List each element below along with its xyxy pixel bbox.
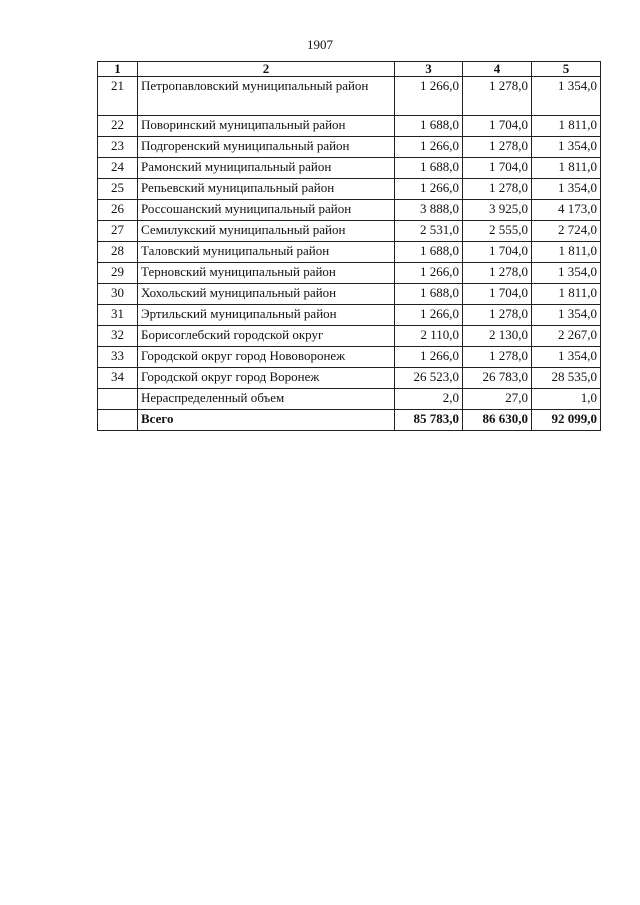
table-row [98, 200, 601, 221]
row-value-3: 1 688,0 [395, 116, 463, 137]
row-number: 28 [98, 242, 138, 263]
row-value-4: 1 278,0 [463, 137, 532, 158]
total-label: Всего [138, 410, 395, 431]
row-value-5: 1 354,0 [532, 179, 601, 200]
table-header-row [98, 62, 601, 77]
budget-table [97, 61, 601, 431]
row-value-4: 1 704,0 [463, 116, 532, 137]
row-number: 23 [98, 137, 138, 158]
table-row [98, 221, 601, 242]
row-number: 21 [98, 77, 138, 116]
row-value-5: 1 354,0 [532, 263, 601, 284]
row-name: Городской округ город Нововоронеж [138, 347, 395, 368]
row-value-3: 1 266,0 [395, 77, 463, 116]
row-value-4: 2 555,0 [463, 221, 532, 242]
table-row [98, 263, 601, 284]
row-number: 32 [98, 326, 138, 347]
table-row [98, 77, 601, 116]
total-row [98, 410, 601, 431]
row-value-3: 1 688,0 [395, 284, 463, 305]
table-row [98, 242, 601, 263]
table-row [98, 179, 601, 200]
row-name: Хохольский муниципальный район [138, 284, 395, 305]
row-number: 34 [98, 368, 138, 389]
row-name: Терновский муниципальный район [138, 263, 395, 284]
row-value-4: 1 704,0 [463, 242, 532, 263]
row-name: Подгоренский муниципальный район [138, 137, 395, 158]
row-value-4: 1 278,0 [463, 305, 532, 326]
column-header: 1 [98, 62, 138, 77]
row-name: Семилукский муниципальный район [138, 221, 395, 242]
row-value-5: 1 811,0 [532, 116, 601, 137]
row-value-3: 3 888,0 [395, 200, 463, 221]
row-number: 22 [98, 116, 138, 137]
row-value-5: 1 811,0 [532, 158, 601, 179]
total-number-cell [98, 410, 138, 431]
row-value-5: 28 535,0 [532, 368, 601, 389]
row-number: 24 [98, 158, 138, 179]
row-name: Эртильский муниципальный район [138, 305, 395, 326]
table-row [98, 347, 601, 368]
table-row [98, 389, 601, 410]
row-name: Нераспределенный объем [138, 389, 395, 410]
row-value-5: 1 811,0 [532, 242, 601, 263]
row-number: 31 [98, 305, 138, 326]
row-value-3: 1 266,0 [395, 137, 463, 158]
row-value-4: 1 278,0 [463, 77, 532, 116]
table-row [98, 305, 601, 326]
row-number: 27 [98, 221, 138, 242]
page-number: 1907 [307, 37, 333, 52]
column-header: 4 [463, 62, 532, 77]
row-name: Борисоглебский городской округ [138, 326, 395, 347]
row-value-5: 1 354,0 [532, 305, 601, 326]
row-value-5: 2 267,0 [532, 326, 601, 347]
row-name: Репьевский муниципальный район [138, 179, 395, 200]
total-value-3: 85 783,0 [395, 410, 463, 431]
table-row [98, 326, 601, 347]
row-number: 26 [98, 200, 138, 221]
table-row [98, 158, 601, 179]
row-value-3: 2 110,0 [395, 326, 463, 347]
table-row [98, 284, 601, 305]
row-value-4: 1 704,0 [463, 158, 532, 179]
row-value-5: 2 724,0 [532, 221, 601, 242]
row-value-4: 1 278,0 [463, 347, 532, 368]
row-number: 25 [98, 179, 138, 200]
row-value-3: 1 266,0 [395, 263, 463, 284]
table-row [98, 116, 601, 137]
row-value-5: 1 354,0 [532, 77, 601, 116]
row-name: Рамонский муниципальный район [138, 158, 395, 179]
row-value-4: 26 783,0 [463, 368, 532, 389]
column-header: 2 [138, 62, 395, 77]
total-value-4: 86 630,0 [463, 410, 532, 431]
row-name: Таловский муниципальный район [138, 242, 395, 263]
row-number: 29 [98, 263, 138, 284]
total-value-5: 92 099,0 [532, 410, 601, 431]
row-value-4: 1 704,0 [463, 284, 532, 305]
row-value-3: 1 266,0 [395, 179, 463, 200]
row-value-3: 26 523,0 [395, 368, 463, 389]
row-value-3: 2,0 [395, 389, 463, 410]
row-value-5: 1 354,0 [532, 347, 601, 368]
row-value-4: 1 278,0 [463, 179, 532, 200]
row-value-4: 3 925,0 [463, 200, 532, 221]
row-name: Поворинский муниципальный район [138, 116, 395, 137]
row-value-3: 1 688,0 [395, 158, 463, 179]
table-row [98, 137, 601, 158]
row-value-4: 2 130,0 [463, 326, 532, 347]
row-name: Петропавловский муниципальный район [138, 77, 395, 116]
row-name: Россошанский муниципальный район [138, 200, 395, 221]
column-header: 5 [532, 62, 601, 77]
row-value-4: 1 278,0 [463, 263, 532, 284]
table-row [98, 368, 601, 389]
row-name: Городской округ город Воронеж [138, 368, 395, 389]
row-value-5: 4 173,0 [532, 200, 601, 221]
row-number: 30 [98, 284, 138, 305]
row-value-3: 1 266,0 [395, 305, 463, 326]
row-value-5: 1 811,0 [532, 284, 601, 305]
row-value-3: 1 688,0 [395, 242, 463, 263]
row-value-5: 1,0 [532, 389, 601, 410]
row-value-4: 27,0 [463, 389, 532, 410]
row-number [98, 389, 138, 410]
row-value-5: 1 354,0 [532, 137, 601, 158]
column-header: 3 [395, 62, 463, 77]
row-number: 33 [98, 347, 138, 368]
row-value-3: 2 531,0 [395, 221, 463, 242]
row-value-3: 1 266,0 [395, 347, 463, 368]
